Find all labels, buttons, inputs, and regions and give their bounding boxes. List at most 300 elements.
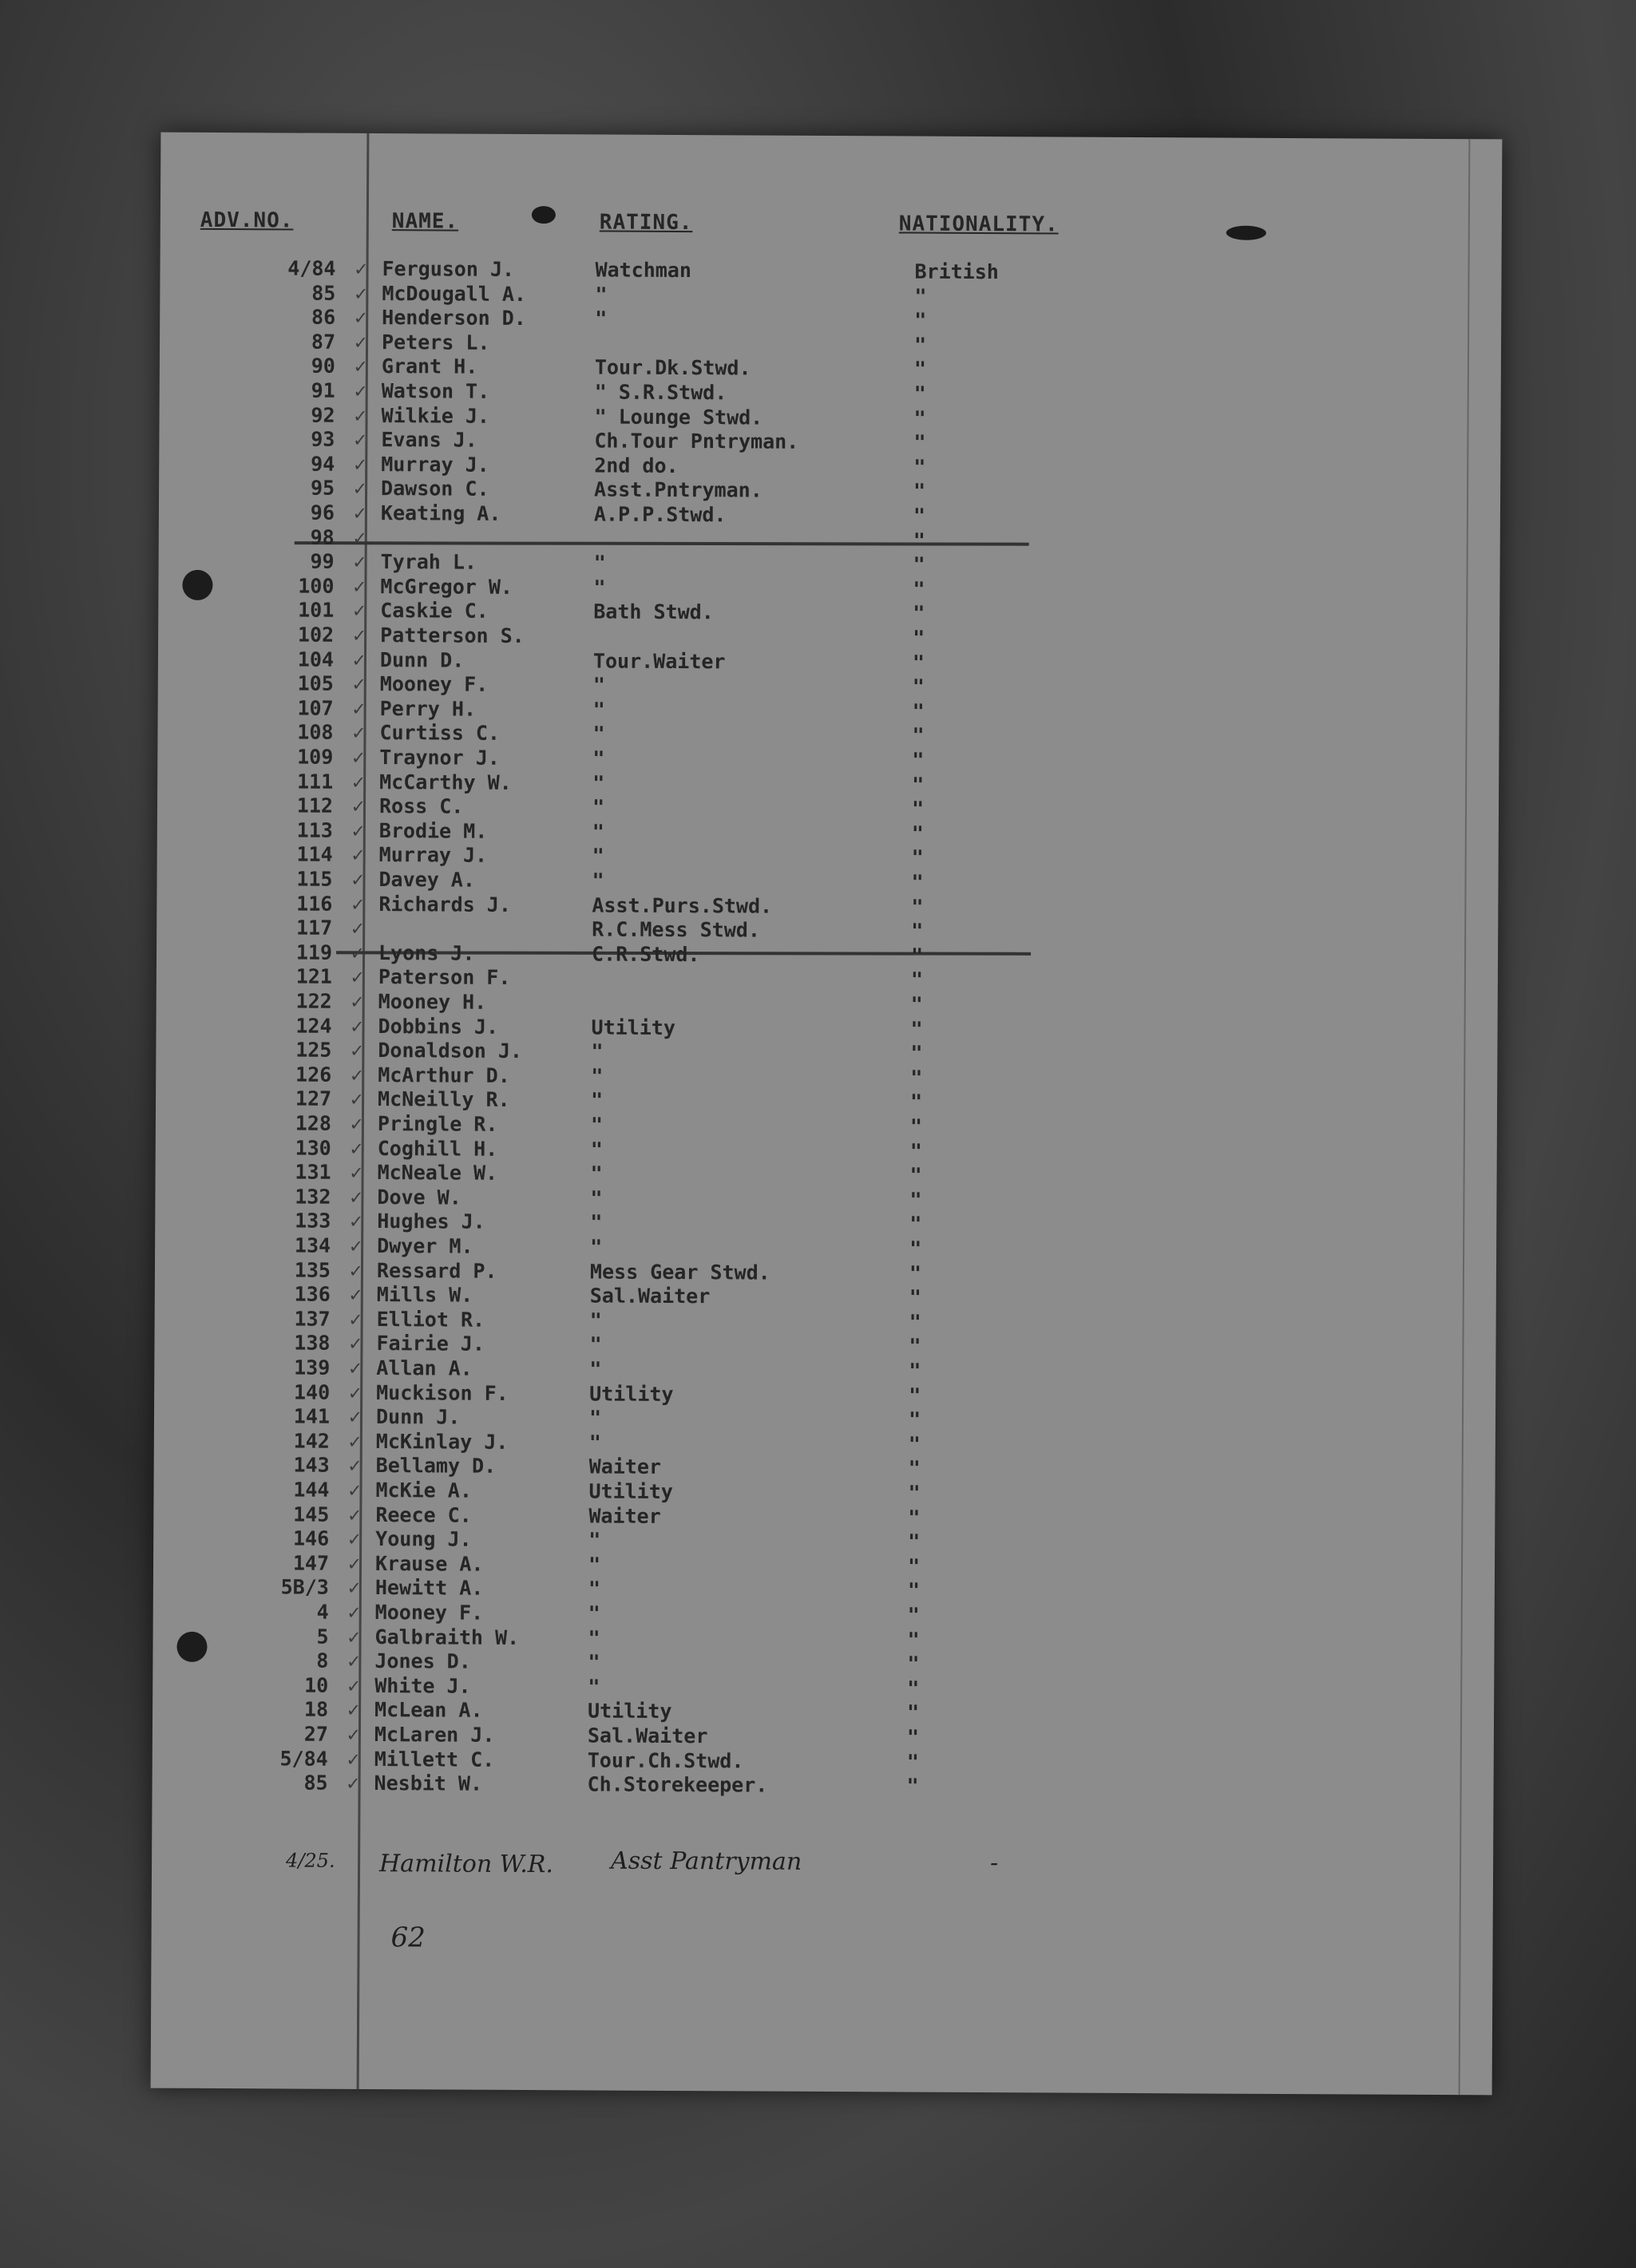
adv-no-cell: 92 — [311, 403, 335, 427]
name-cell: Evans J. — [381, 428, 477, 452]
rating-cell: " — [590, 1235, 603, 1259]
adv-no-cell: 94 — [311, 452, 335, 476]
adv-no-cell: 95 — [310, 476, 335, 501]
name-cell: Krause A. — [374, 1551, 484, 1576]
check-mark-icon: ✓ — [351, 892, 364, 916]
check-mark-icon: ✓ — [355, 256, 367, 280]
name-cell: McGregor W. — [380, 574, 513, 599]
name-cell: Wilkie J. — [381, 403, 490, 428]
name-cell: Donaldson J. — [378, 1039, 523, 1063]
nationality-cell: " — [913, 333, 927, 357]
adv-no-cell: 142 — [293, 1429, 330, 1453]
rating-cell: " — [592, 746, 605, 770]
rating-cell: " — [591, 1039, 604, 1063]
rating-cell: 2nd do. — [594, 453, 679, 477]
adv-no-cell: 91 — [311, 378, 335, 402]
rating-cell: " — [595, 283, 608, 307]
name-cell: McArthur D. — [378, 1063, 510, 1087]
name-cell: McLaren J. — [374, 1723, 495, 1747]
check-mark-icon: ✓ — [349, 1283, 362, 1307]
nationality-cell: " — [910, 944, 924, 968]
rating-cell: Tour.Waiter — [592, 649, 726, 673]
name-cell: Davey A. — [378, 868, 476, 892]
rating-cell: " — [589, 1308, 602, 1332]
nationality-cell: " — [912, 723, 925, 748]
check-mark-icon: ✓ — [348, 1527, 361, 1551]
adv-no-cell: 87 — [311, 330, 336, 354]
adv-no-cell: 127 — [295, 1087, 332, 1111]
adv-no-cell: 133 — [295, 1209, 331, 1233]
check-mark-icon: ✓ — [354, 354, 367, 378]
adv-no-cell: 126 — [295, 1063, 332, 1087]
adv-no-cell: 128 — [295, 1111, 332, 1135]
check-mark-icon: ✓ — [351, 916, 364, 940]
name-cell: Dawson C. — [381, 477, 489, 501]
rating-cell: " S.R.Stwd. — [594, 380, 727, 405]
name-cell: McNeale W. — [377, 1161, 498, 1185]
check-mark-icon: ✓ — [347, 1600, 360, 1624]
name-cell: Fairie J. — [376, 1332, 485, 1356]
check-mark-icon: ✓ — [349, 1380, 362, 1404]
rating-cell: Watchman — [595, 258, 692, 283]
rating-cell: Asst.Pntryman. — [594, 477, 763, 502]
adv-no-cell: 100 — [298, 574, 335, 598]
name-cell: Bellamy D. — [375, 1454, 497, 1478]
adv-no-cell: 86 — [311, 305, 336, 329]
check-mark-icon: ✓ — [350, 1136, 362, 1160]
nationality-cell: " — [908, 1432, 921, 1456]
name-cell: Patterson S. — [380, 623, 525, 648]
name-cell: Ross C. — [378, 794, 464, 818]
check-mark-icon: ✓ — [354, 477, 366, 501]
name-cell: Mooney F. — [379, 672, 489, 696]
adv-no-cell: 8 — [316, 1649, 329, 1672]
check-mark-icon: ✓ — [352, 745, 365, 769]
adv-no-cell: 101 — [298, 598, 335, 623]
nationality-cell: " — [908, 1407, 921, 1431]
adv-no-cell: 27 — [303, 1722, 328, 1746]
nationality-cell: " — [914, 284, 927, 308]
adv-no-cell: 4/84 — [287, 256, 336, 280]
adv-no-cell: 143 — [293, 1453, 330, 1478]
rating-cell: Asst.Purs.Stwd. — [592, 893, 773, 918]
check-mark-icon: ✓ — [347, 1625, 360, 1649]
rating-cell: " — [592, 673, 605, 697]
check-mark-icon: ✓ — [352, 721, 365, 745]
adv-no-cell: 134 — [294, 1233, 331, 1257]
nationality-cell: " — [913, 626, 925, 650]
rating-cell: " — [592, 698, 605, 722]
nationality-cell: " — [913, 552, 925, 576]
rating-cell: Sal.Waiter — [587, 1724, 708, 1748]
rating-cell: C.R.Stwd. — [591, 942, 700, 966]
nationality-cell: " — [906, 1725, 920, 1749]
header-name: NAME. — [391, 209, 459, 234]
adv-no-cell: 114 — [296, 842, 333, 867]
nationality-cell: British — [914, 259, 999, 284]
name-cell: Dwyer M. — [377, 1234, 473, 1258]
check-mark-icon: ✓ — [347, 1649, 360, 1673]
rating-cell: " — [593, 551, 606, 575]
name-cell: Tyrah L. — [380, 550, 477, 574]
adv-no-cell: 139 — [294, 1356, 331, 1379]
check-mark-icon: ✓ — [348, 1454, 361, 1478]
adv-no-cell: 116 — [296, 892, 333, 916]
adv-no-cell: 85 — [311, 281, 336, 305]
check-mark-icon: ✓ — [355, 281, 367, 305]
check-mark-icon: ✓ — [349, 1332, 362, 1356]
name-cell: Elliot R. — [376, 1307, 485, 1332]
check-mark-icon: ✓ — [351, 867, 364, 891]
rating-cell: Mess Gear Stwd. — [589, 1260, 770, 1284]
check-mark-icon: ✓ — [351, 1087, 363, 1111]
name-cell: Caskie C. — [380, 599, 489, 623]
rating-cell: " — [591, 1064, 604, 1088]
adv-no-cell: 132 — [295, 1185, 331, 1209]
adv-no-cell: 108 — [297, 720, 334, 745]
nationality-cell: " — [912, 675, 925, 699]
nationality-cell: " — [909, 1359, 921, 1383]
name-cell: Richards J. — [378, 892, 512, 916]
rating-cell: " — [590, 1162, 603, 1185]
check-mark-icon: ✓ — [347, 1698, 360, 1722]
adv-no-cell: 5B/3 — [280, 1575, 329, 1600]
rating-cell: Tour.Dk.Stwd. — [594, 355, 751, 380]
nationality-cell: " — [907, 1676, 920, 1700]
nationality-cell: " — [911, 797, 925, 821]
nationality-cell: " — [907, 1603, 920, 1627]
name-cell: Peters L. — [381, 330, 490, 354]
nationality-cell: " — [907, 1652, 920, 1676]
rating-cell: " — [588, 1626, 600, 1650]
check-mark-icon: ✓ — [353, 599, 366, 623]
nationality-cell: " — [913, 406, 926, 430]
rating-cell: Utility — [591, 1015, 675, 1039]
adv-no-cell: 146 — [292, 1526, 330, 1550]
nationality-cell: " — [909, 1334, 921, 1359]
check-mark-icon: ✓ — [354, 452, 366, 476]
check-mark-icon: ✓ — [350, 1185, 362, 1209]
rating-cell: Bath Stwd. — [593, 600, 714, 624]
nationality-cell: " — [913, 601, 925, 626]
nationality-cell: " — [912, 651, 925, 675]
check-mark-icon: ✓ — [354, 330, 367, 354]
rating-cell: Ch.Tour Pntryman. — [594, 429, 799, 453]
rating-cell: " — [592, 820, 604, 844]
nationality-cell: " — [913, 528, 925, 552]
check-mark-icon: ✓ — [349, 1307, 362, 1331]
check-mark-icon: ✓ — [347, 1722, 360, 1746]
adv-no-cell: 111 — [296, 770, 334, 794]
name-cell: Keating A. — [380, 501, 501, 525]
check-mark-icon: ✓ — [354, 403, 366, 427]
name-cell: Galbraith W. — [374, 1625, 520, 1649]
rating-cell: " — [588, 1650, 600, 1674]
nationality-cell: " — [906, 1750, 919, 1774]
name-cell: Allan A. — [376, 1356, 473, 1380]
nationality-cell: " — [914, 308, 927, 332]
check-mark-icon: ✓ — [349, 1258, 362, 1282]
rating-cell: " — [593, 576, 606, 600]
name-cell: Lyons J. — [378, 940, 475, 965]
name-cell: McNeilly R. — [378, 1087, 510, 1112]
rating-cell: " — [588, 1601, 600, 1625]
rating-cell: " — [588, 1577, 601, 1601]
nationality-cell: " — [908, 1456, 921, 1481]
check-mark-icon: ✓ — [352, 696, 365, 720]
check-mark-icon: ✓ — [352, 647, 366, 671]
header-rating: RATING. — [599, 210, 693, 236]
nationality-cell: " — [909, 1212, 922, 1237]
name-cell: Dunn J. — [375, 1405, 461, 1429]
check-mark-icon: ✓ — [347, 1551, 361, 1575]
check-mark-icon: ✓ — [351, 818, 364, 842]
nationality-cell: " — [907, 1578, 921, 1603]
check-mark-icon: ✓ — [349, 1356, 362, 1379]
nationality-cell: " — [909, 1188, 922, 1212]
name-cell: Muckison F. — [376, 1380, 509, 1405]
adv-no-cell: 117 — [295, 916, 333, 940]
adv-no-cell: 138 — [294, 1331, 331, 1356]
name-cell: Hughes J. — [377, 1209, 485, 1234]
check-mark-icon: ✓ — [352, 672, 365, 696]
nationality-cell: " — [907, 1554, 921, 1578]
nationality-cell: " — [910, 1017, 923, 1041]
rating-cell: " — [592, 844, 604, 868]
name-cell: Millett C. — [374, 1747, 495, 1771]
rating-cell: " — [590, 1186, 603, 1210]
check-mark-icon: ✓ — [355, 306, 367, 330]
adv-no-cell: 131 — [295, 1160, 331, 1184]
handwritten-dash: - — [989, 1849, 999, 1878]
rating-cell: " — [588, 1431, 601, 1455]
rating-cell: Ch.Storekeeper. — [587, 1772, 768, 1797]
adv-no-cell: 105 — [297, 671, 334, 695]
nationality-cell: " — [911, 895, 924, 919]
check-mark-icon: ✓ — [348, 1405, 362, 1429]
handwritten-name: Hamilton W.R. — [378, 1850, 554, 1879]
adv-no-cell: 5 — [316, 1625, 329, 1649]
rating-cell: Sal.Waiter — [589, 1284, 711, 1308]
nationality-cell: " — [909, 1163, 922, 1187]
nationality-cell: " — [912, 773, 925, 797]
check-mark-icon: ✓ — [348, 1429, 361, 1453]
nationality-cell: " — [908, 1530, 921, 1554]
check-mark-icon: ✓ — [350, 1111, 363, 1135]
nationality-cell: " — [910, 1090, 923, 1114]
nationality-cell: " — [911, 870, 924, 894]
nationality-cell: " — [909, 1383, 921, 1407]
adv-no-cell: 99 — [310, 549, 335, 573]
adv-no-cell: 18 — [303, 1697, 329, 1722]
name-cell: Mills W. — [376, 1283, 473, 1307]
check-mark-icon: ✓ — [354, 428, 366, 452]
name-cell: McCarthy W. — [379, 770, 512, 794]
rating-cell: " — [592, 771, 605, 795]
check-mark-icon: ✓ — [351, 940, 364, 964]
rating-cell: " — [588, 1406, 602, 1430]
nationality-cell: " — [913, 382, 926, 406]
nationality-cell: " — [910, 1066, 923, 1090]
adv-no-cell: 121 — [295, 964, 332, 989]
check-mark-icon: ✓ — [351, 1014, 363, 1038]
header-nationality: NATIONALITY. — [898, 212, 1059, 237]
adv-no-cell: 147 — [292, 1551, 330, 1575]
rating-cell: " — [589, 1357, 602, 1381]
nationality-cell: " — [911, 845, 924, 870]
name-cell: White J. — [374, 1673, 471, 1698]
nationality-cell: " — [913, 430, 926, 454]
adv-no-cell: 140 — [293, 1380, 331, 1404]
header-adv-no: ADV.NO. — [200, 208, 294, 233]
name-cell: Young J. — [375, 1527, 472, 1551]
adv-no-cell: 141 — [293, 1404, 331, 1428]
check-mark-icon: ✓ — [354, 378, 366, 402]
nationality-cell: " — [909, 1237, 922, 1261]
name-cell: Curtiss C. — [379, 721, 501, 746]
nationality-cell: " — [910, 968, 924, 992]
check-mark-icon: ✓ — [347, 1747, 359, 1771]
check-mark-icon: ✓ — [351, 989, 363, 1013]
nationality-cell: " — [909, 1114, 923, 1138]
rating-cell: A.P.P.Stwd. — [593, 502, 727, 527]
name-cell: Paterson F. — [378, 965, 511, 990]
check-mark-icon: ✓ — [353, 525, 366, 549]
adv-no-cell: 102 — [297, 623, 335, 647]
nationality-cell: " — [913, 357, 927, 382]
rating-cell: Tour.Ch.Stwd. — [587, 1748, 744, 1773]
ink-blot — [1226, 226, 1266, 240]
check-mark-icon: ✓ — [351, 1063, 363, 1087]
check-mark-icon: ✓ — [350, 1209, 362, 1233]
nationality-cell: " — [910, 1041, 923, 1065]
nationality-cell: " — [913, 479, 926, 504]
name-cell: Grant H. — [381, 354, 478, 379]
check-mark-icon: ✓ — [347, 1771, 359, 1795]
rating-cell: " — [591, 1088, 604, 1112]
nationality-cell: " — [908, 1481, 921, 1505]
rating-cell: R.C.Mess Stwd. — [592, 917, 760, 942]
adv-no-cell: 10 — [304, 1673, 329, 1697]
document-page — [151, 133, 1503, 2096]
name-cell: Dunn D. — [379, 647, 465, 672]
nationality-cell: " — [913, 504, 926, 528]
rating-cell: " — [590, 1138, 603, 1162]
check-mark-icon: ✓ — [352, 770, 365, 794]
adv-no-cell: 125 — [295, 1038, 332, 1062]
check-mark-icon: ✓ — [353, 501, 366, 524]
rating-cell: " — [589, 1332, 602, 1356]
name-cell: Jones D. — [374, 1649, 471, 1673]
check-mark-icon: ✓ — [348, 1478, 361, 1502]
check-mark-icon: ✓ — [353, 550, 366, 574]
name-cell: Pringle R. — [377, 1112, 498, 1136]
name-cell: McDougall A. — [382, 281, 527, 306]
adv-no-cell: 144 — [293, 1478, 330, 1502]
check-mark-icon: ✓ — [351, 1039, 363, 1063]
adv-no-cell: 122 — [295, 989, 332, 1013]
nationality-cell: " — [912, 699, 925, 723]
rating-cell: " Lounge Stwd. — [594, 405, 763, 429]
adv-no-cell: 137 — [294, 1307, 331, 1331]
rating-cell: " — [590, 1113, 604, 1137]
adv-no-cell: 136 — [294, 1282, 331, 1306]
nationality-cell: " — [907, 1628, 920, 1652]
name-cell: Murray J. — [378, 843, 488, 868]
check-mark-icon: ✓ — [351, 965, 364, 989]
name-cell: Hewitt A. — [374, 1576, 484, 1601]
adv-no-cell: 85 — [303, 1771, 328, 1795]
handwritten-adv-no: 4/25. — [286, 1849, 335, 1872]
name-cell: Ferguson J. — [382, 257, 515, 281]
adv-no-cell: 93 — [311, 427, 335, 451]
name-cell: Ressard P. — [376, 1258, 497, 1283]
adv-no-cell: 107 — [297, 696, 334, 720]
nationality-cell: " — [909, 1310, 921, 1334]
rating-cell: " — [590, 1210, 603, 1234]
rating-cell: Utility — [589, 1382, 674, 1406]
check-mark-icon: ✓ — [351, 843, 364, 867]
check-mark-icon: ✓ — [347, 1673, 360, 1697]
rating-cell: Utility — [588, 1479, 673, 1504]
adv-no-cell: 4 — [316, 1600, 329, 1624]
adv-no-cell: 109 — [297, 745, 334, 769]
nationality-cell: " — [911, 821, 924, 845]
adv-no-cell: 104 — [297, 647, 335, 671]
nationality-cell: " — [906, 1774, 919, 1798]
check-mark-icon: ✓ — [351, 794, 365, 818]
adv-no-cell: 115 — [296, 867, 333, 891]
rating-cell: " — [592, 722, 605, 746]
check-mark-icon: ✓ — [353, 574, 366, 598]
nationality-cell: " — [909, 1261, 922, 1285]
nationality-cell: " — [909, 1139, 922, 1163]
name-cell: Brodie M. — [378, 818, 488, 843]
adv-no-cell: 96 — [310, 501, 335, 524]
nationality-cell: " — [913, 577, 925, 601]
nationality-cell: " — [908, 1506, 921, 1530]
adv-no-cell: 119 — [295, 940, 333, 964]
adv-no-cell: 98 — [310, 525, 335, 549]
adv-no-cell: 5/84 — [279, 1747, 328, 1771]
name-cell: Perry H. — [379, 696, 477, 721]
adv-no-cell: 130 — [295, 1136, 331, 1160]
nationality-cell: " — [912, 748, 925, 772]
name-cell: Mooney H. — [378, 990, 487, 1014]
nationality-cell: " — [910, 992, 923, 1016]
name-cell: Traynor J. — [379, 746, 500, 770]
nationality-cell: " — [909, 1285, 921, 1309]
rating-cell: " — [595, 307, 608, 331]
nationality-cell: " — [911, 919, 924, 943]
name-cell: Mooney F. — [374, 1601, 484, 1625]
rating-cell: Waiter — [588, 1504, 661, 1528]
rating-cell: Utility — [588, 1699, 672, 1724]
nationality-cell: " — [906, 1700, 920, 1725]
check-mark-icon: ✓ — [347, 1576, 361, 1600]
name-cell: Dove W. — [377, 1185, 461, 1209]
name-cell: Murray J. — [381, 452, 489, 477]
name-cell: Coghill H. — [377, 1136, 498, 1161]
rating-cell: Waiter — [588, 1455, 662, 1479]
adv-no-cell: 124 — [295, 1014, 332, 1038]
name-cell: McLean A. — [374, 1698, 483, 1723]
name-cell: Nesbit W. — [374, 1771, 483, 1795]
nationality-cell: " — [913, 455, 926, 479]
name-cell: McKie A. — [375, 1478, 473, 1502]
rating-cell: " — [588, 1553, 601, 1577]
check-mark-icon: ✓ — [353, 623, 366, 647]
